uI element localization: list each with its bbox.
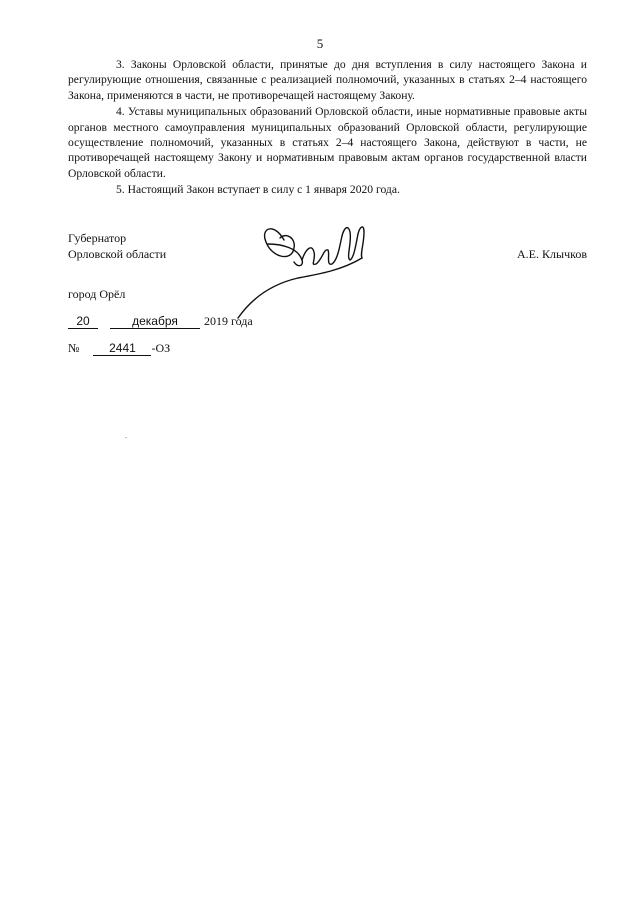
date-month: декабря bbox=[110, 314, 200, 329]
law-body-text bbox=[68, 57, 587, 199]
city: город Орёл bbox=[68, 287, 126, 301]
number-sign: № bbox=[68, 341, 80, 355]
paragraph-5: 5. Настоящий Закон вступает в силу с 1 января 2020 года. bbox=[116, 183, 400, 197]
signing-date bbox=[68, 314, 253, 329]
signatory-title-line2: Орловской области bbox=[68, 246, 167, 261]
signatory-title-line1: Губернатор bbox=[68, 231, 127, 245]
date-year: 2019 года bbox=[204, 314, 253, 328]
page-number: 5 bbox=[316, 36, 324, 51]
stray-mark bbox=[125, 437, 127, 438]
signatory-title bbox=[68, 231, 166, 262]
number-value: 2441 bbox=[93, 341, 151, 356]
date-day: 20 bbox=[68, 314, 98, 329]
signatory-name: А.Е. Клычков bbox=[517, 247, 587, 261]
law-number bbox=[68, 341, 170, 356]
paragraph-4: 4. Уставы муниципальных образований Орловской области, иные нормативные правовые акты органов местного самоуправления муниципальных образований Орловской области, регулирующие осуществление полномочий, указанных в статьях 2–4 настоящего Закона, действуют в части, не противоречащей настоящему Закону и нормативным правовым актам органов государственной власти Орловской области. bbox=[68, 105, 587, 180]
paragraph-3: 3. Законы Орловской области, принятые до дня вступления в силу настоящего Закона и регулирующие отношения, связанные с реализацией полномочий, указанных в статьях 2–4 настоящего Закона, применяются в части, не противоречащей настоящему Закону. bbox=[68, 58, 587, 102]
handwritten-signature bbox=[232, 214, 372, 324]
number-suffix: -ОЗ bbox=[151, 341, 171, 355]
